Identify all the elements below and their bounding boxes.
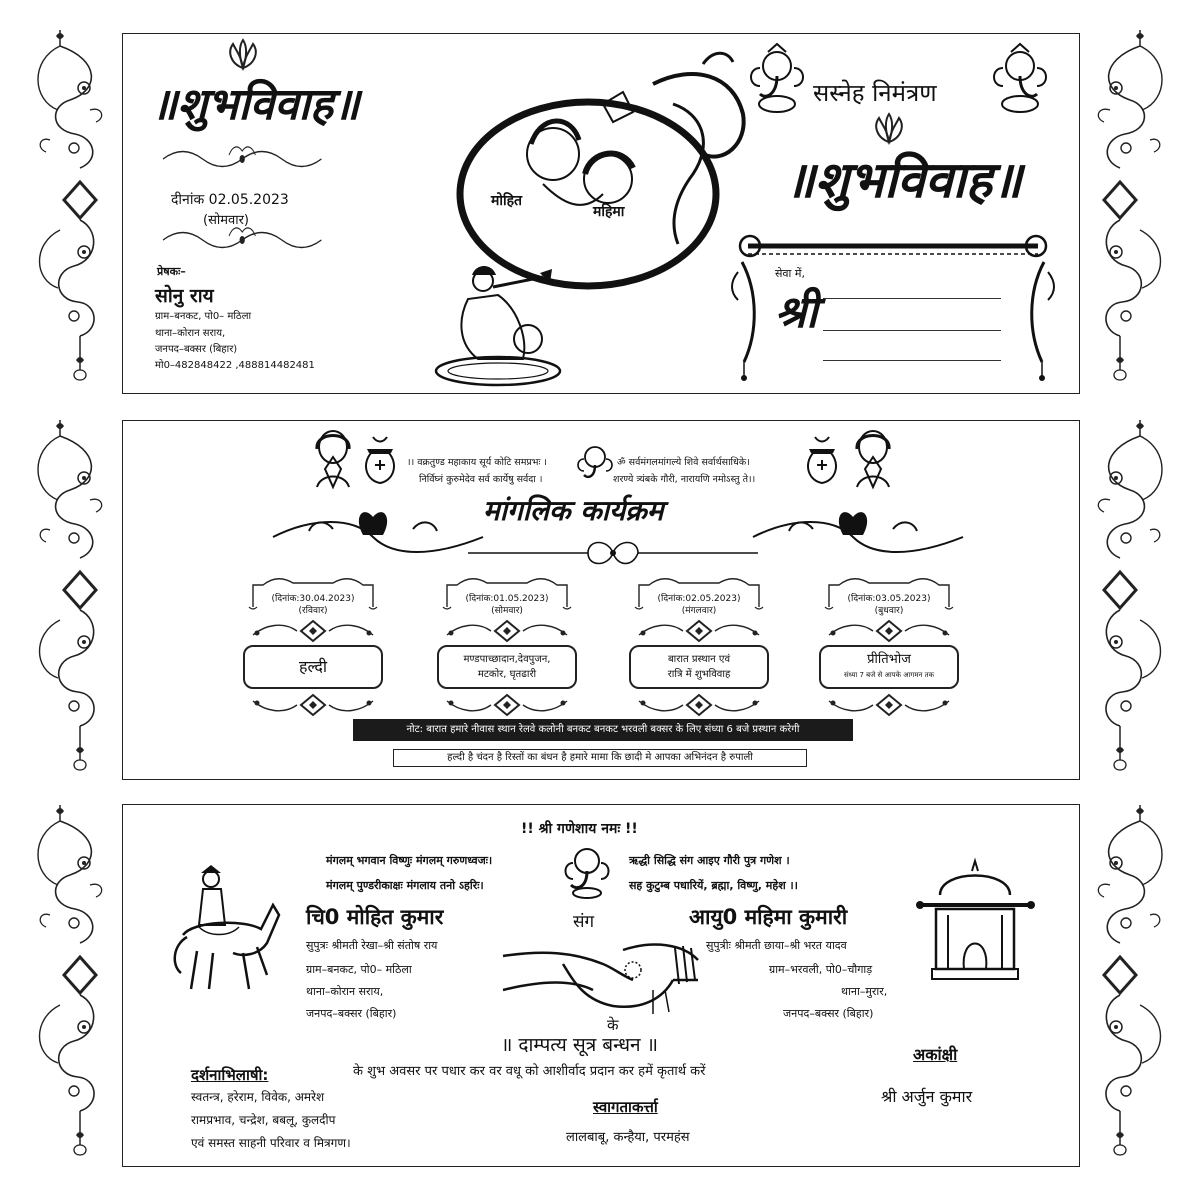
event-ornament-bottom: [829, 693, 949, 715]
doli-icon: [918, 865, 1033, 985]
side-ornament-right-2: [1080, 420, 1180, 800]
sender-address-3: जनपद–बक्सर (बिहार): [155, 344, 238, 355]
event-column: [253, 577, 373, 717]
scroll-flourish-icon: [163, 149, 323, 169]
akanshi-title: अकांक्षी: [913, 1045, 958, 1064]
darshan-names-3: एवं समस्त साहनी परिवार व मित्रगण।: [191, 1136, 351, 1150]
kalash-icon: [805, 435, 839, 487]
akanshi-name: श्री अर्जुन कुमार: [881, 1087, 973, 1106]
lotus-flourish-right: [753, 507, 963, 557]
event-ornament-top: [447, 621, 567, 643]
event-box: [629, 645, 769, 689]
event-sub: संध्या 7 बजे से आपके आगमन तक: [843, 671, 934, 679]
side-ornament-left-2: [30, 420, 130, 800]
side-ornament-right-1: [1080, 30, 1180, 410]
ceremony-schedule-card: [122, 420, 1080, 780]
groom-name: चि0 मोहित कुमार: [306, 905, 444, 929]
groom-parents: सुपुत्रः श्रीमती रेखा–श्री संतोष राय: [306, 939, 438, 952]
ganesha-icon: [578, 443, 612, 483]
ganesha-icon: [748, 46, 806, 116]
couple-illustration: [453, 44, 753, 294]
event-ornament-top: [639, 621, 759, 643]
cover-day: (सोमवार): [203, 213, 249, 228]
side-ornament-left-3: [30, 805, 130, 1185]
shloka-right-2: शरण्ये त्र्यंबके गौरी, नारायणि नमोऽस्तु ते।।: [613, 474, 756, 485]
side-ornament-right-3: [1080, 805, 1180, 1185]
ganesha-icon: [565, 843, 609, 899]
bride-name: आयु0 महिमा कुमारी: [689, 905, 848, 929]
blessing-line: के शुभ अवसर पर पधार कर वर वधू को आशीर्वाद प्रदान कर हमें कृतार्थ करें: [353, 1064, 706, 1079]
groom-horse-icon: [163, 865, 283, 995]
event-box: [819, 645, 959, 689]
riddhi-shloka-2: सह कुटुम्ब पधारियें, ब्रह्मा, विष्णु, महेश ।।: [629, 879, 798, 892]
ke-word: के: [607, 1016, 619, 1034]
cover-date: दीनांक 02.05.2023: [171, 192, 289, 208]
lotus-icon: [223, 38, 263, 74]
shehnai-player-icon: [428, 259, 568, 389]
couple-bride-name: महिमा: [593, 204, 625, 220]
bride-parents: सुपुत्रीः श्रीमती छाया–श्री भरत यादव: [706, 939, 847, 952]
scroll-flourish-icon: [163, 230, 323, 250]
lotus-icon: [869, 112, 909, 148]
event-day: (मंगलवार): [681, 606, 717, 616]
sender-name: सोनु राय: [155, 285, 214, 307]
holding-hands-icon: [503, 920, 703, 1020]
event-day: (रविवार): [298, 606, 328, 616]
right-title: ॥शुभविवाह॥: [785, 150, 1023, 209]
addressee-line-2[interactable]: [823, 330, 1001, 331]
sender-label: प्रेषकः–: [157, 265, 186, 278]
addressee-line-3[interactable]: [823, 360, 1001, 361]
event-day: (सोमवार): [491, 606, 523, 616]
event-column: [639, 577, 759, 717]
ganesha-icon: [991, 46, 1049, 116]
invitation-cover-card: [122, 33, 1080, 394]
bride-address-1: ग्राम–भरवली, पो0–चौगाड़: [769, 963, 873, 976]
event-name: प्रीतिभोज: [867, 652, 911, 667]
riddhi-shloka-1: ऋद्धी सिद्धि संग आइए गौरी पुत्र गणेश ।: [629, 854, 790, 867]
darshan-names-1: स्वतन्त्र, हरेराम, विवेक, अमरेश: [191, 1090, 325, 1104]
sender-phone: मो0–482848422 ,488814482481: [155, 360, 315, 371]
event-date: (दिनांक:02.05.2023): [657, 594, 741, 604]
couple-groom-name: मोहित: [491, 193, 523, 209]
wedding-details-card: [122, 804, 1080, 1167]
event-box: [437, 645, 577, 689]
bride-address-3: जनपद–बक्सर (बिहार): [783, 1007, 874, 1020]
sender-address-2: थाना–कोरान सराय,: [155, 328, 226, 339]
event-ornament-top: [253, 621, 373, 643]
mangal-shloka-1: मंगलम् भगवान विष्णुः मंगलम् गरुणध्वजः।: [326, 854, 493, 867]
event-date: (दिनांक:30.04.2023): [271, 594, 355, 604]
swagat-names: लालबाबू, कन्हैया, परमहंस: [566, 1130, 690, 1145]
invite-heading: सस्नेह निमंत्रण: [813, 79, 937, 107]
event-name: मण्डपाच्छादान,देवपुजन,: [463, 654, 551, 665]
event-day: (बुधवार): [874, 606, 904, 616]
scroll-flourish-icon: [468, 533, 758, 573]
swagat-title: स्वागताकर्त्ता: [593, 1098, 658, 1116]
schedule-title: मांगलिक कार्यक्रम: [483, 494, 664, 527]
side-ornament-left-1: [30, 30, 130, 410]
shri-glyph: श्री: [775, 287, 818, 338]
kalash-icon: [363, 435, 397, 487]
event-column: [829, 577, 949, 717]
groom-address-2: थाना–कोरान सराय,: [306, 985, 384, 998]
darshan-title: दर्शनाभिलाषी:: [191, 1066, 269, 1084]
bandhan-heading: ॥ दाम्पत्य सूत्र बन्धन ॥: [501, 1034, 658, 1056]
sender-address-1: ग्राम–बनकट, पो0– मठिला: [155, 311, 252, 322]
sang-word: संग: [573, 912, 595, 932]
procession-note: नोट: बारात हमारे नीवास स्थान रेलवे कलोनी बनकट बनकट भरवली बक्सर के लिए संध्या 6 बजे प्रस्थान करेगी: [353, 719, 853, 741]
couplet-line: हल्दी है चंदन है रिस्तों का बंधन है हमारे मामा कि छादी मे आपका अभिनंदन है रुपाली: [393, 749, 807, 767]
addressee-line-1[interactable]: [823, 298, 1001, 299]
event-sub: मटकोर, घृतढारी: [477, 669, 537, 680]
shloka-left-2: निर्विघ्नं कुरुमेदेव सर्व कार्येषु सर्वदा ।: [419, 474, 543, 485]
event-sub: रात्रि में शुभविवाह: [667, 669, 731, 680]
left-title: ॥शुभविवाह॥: [151, 79, 360, 130]
lotus-flourish-left: [273, 507, 483, 557]
darshan-names-2: रामप्रभाव, चन्द्रेश, बबलू, कुलदीप: [191, 1113, 336, 1127]
bride-address-2: थाना–मुरार,: [841, 985, 888, 998]
mangal-shloka-2: मंगलम् पुण्डरीकाक्षः मंगलाय तनो ऽहरिः।: [326, 879, 484, 892]
event-ornament-bottom: [447, 693, 567, 715]
event-box: [243, 645, 383, 689]
ganesh-header: !! श्री गणेशाय नमः !!: [521, 821, 638, 837]
bride-namaste-icon: [311, 429, 355, 491]
event-name: हल्दी: [298, 657, 328, 676]
event-date: (दिनांक:03.05.2023): [847, 594, 931, 604]
shloka-right-1: ॐ सर्वमंगलमांगल्ये शिवे सर्वार्थसाधिके।: [617, 457, 750, 468]
bride-namaste-icon: [851, 429, 895, 491]
event-column: [447, 577, 567, 717]
event-ornament-top: [829, 621, 949, 643]
event-date: (दिनांक:01.05.2023): [465, 594, 549, 604]
event-ornament-bottom: [253, 693, 373, 715]
groom-address-3: जनपद–बक्सर (बिहार): [306, 1007, 397, 1020]
addressee-label: सेवा में,: [775, 267, 805, 280]
shloka-left-1: ।। वक्रतुण्ड महाकाय सूर्य कोटि समप्रभः ।: [407, 457, 548, 468]
event-name: बारात प्रस्थान एवं: [667, 654, 731, 665]
groom-address-1: ग्राम–बनकट, पो0– मठिला: [306, 963, 412, 976]
event-ornament-bottom: [639, 693, 759, 715]
